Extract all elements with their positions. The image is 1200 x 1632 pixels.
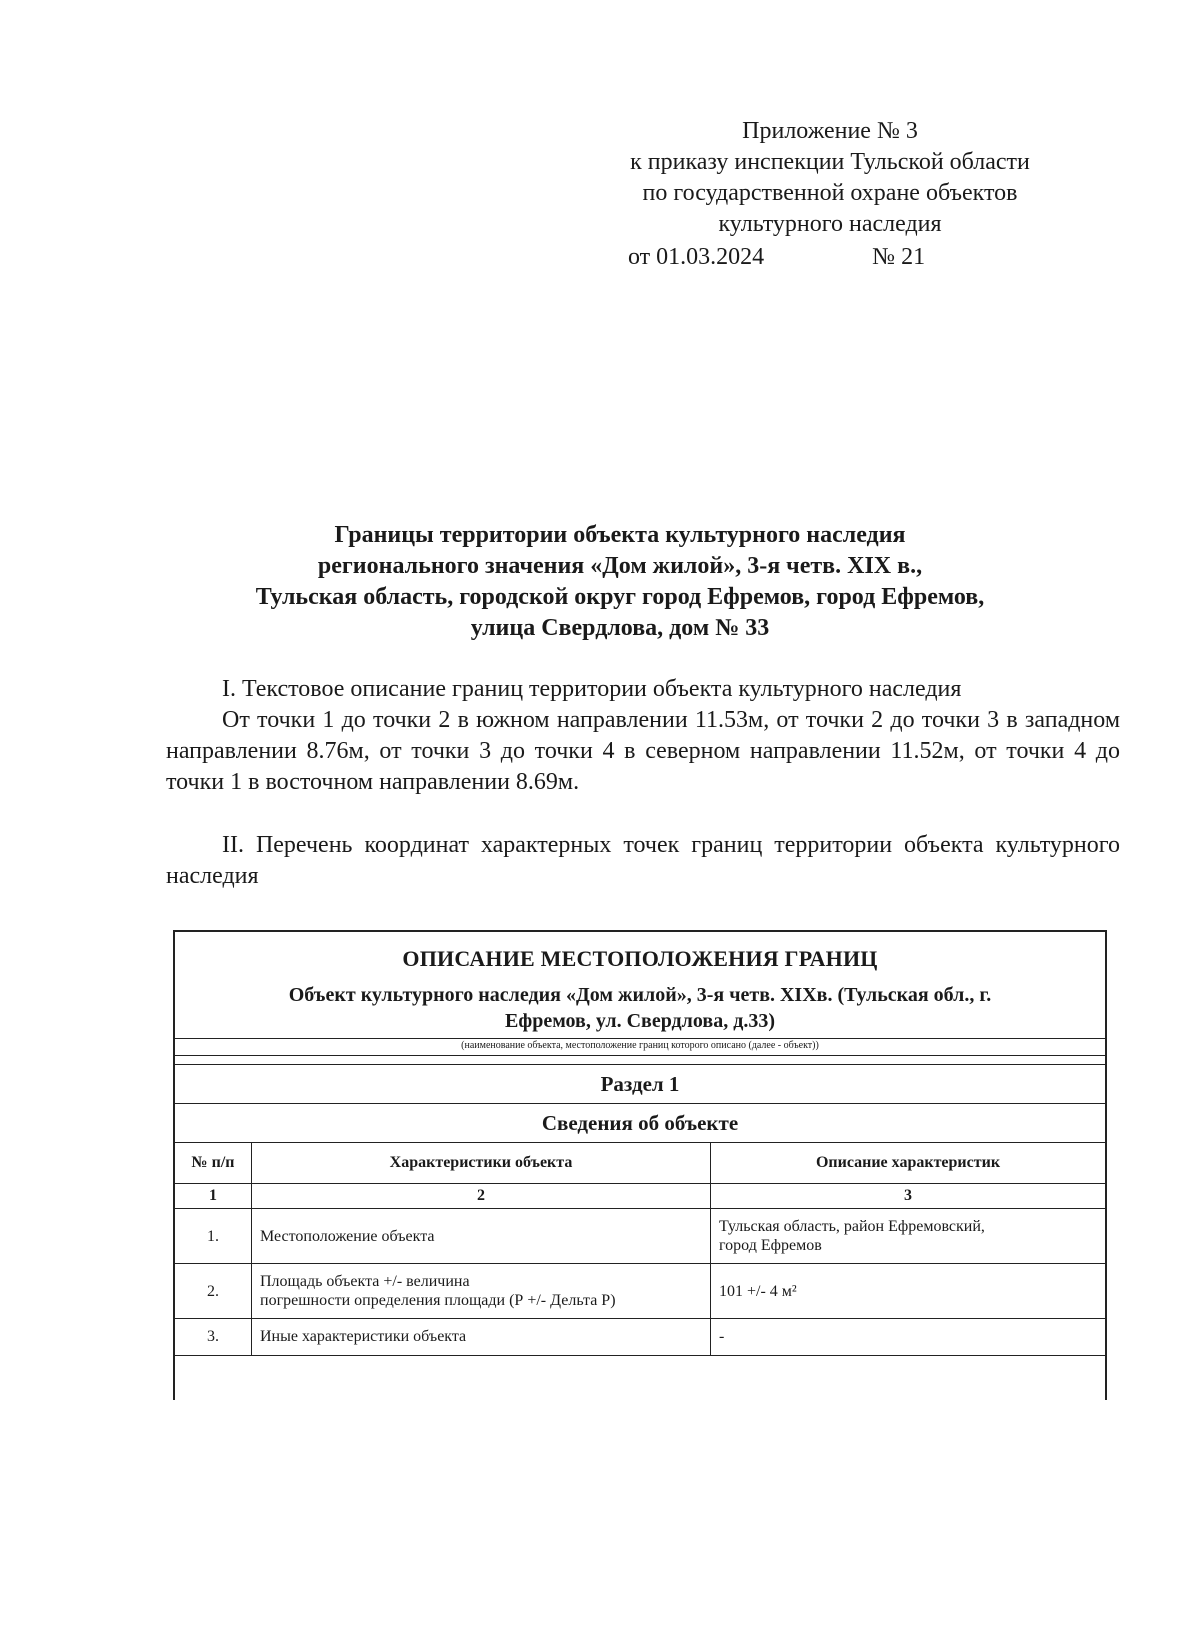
coordinates-list-section [166, 830, 1120, 892]
form-divider [175, 1056, 1105, 1065]
appendix-header [560, 116, 1100, 273]
document-title [160, 520, 1080, 644]
row-characteristic: Иные характеристики объекта [252, 1319, 711, 1356]
appendix-order-ref: к приказу инспекции Тульской области [630, 149, 1030, 175]
appendix-order-ref-end: культурного наследия [718, 211, 942, 237]
appendix-date-line [560, 242, 1100, 273]
form-object-note: (наименование объекта, местоположение границ которого описано (далее - объект)) [175, 1039, 1105, 1056]
form-subsection-title: Сведения об объекте [175, 1104, 1105, 1143]
header-description: Описание характеристик [711, 1143, 1106, 1184]
row-characteristic-line-2: погрешности определения площади (Р +/- Дельта Р) [260, 1292, 616, 1309]
column-number: 3 [711, 1184, 1106, 1209]
row-characteristic-line-1: Площадь объекта +/- величина [260, 1273, 470, 1290]
row-description-line-2: город Ефремов [719, 1237, 822, 1254]
row-number: 2. [175, 1264, 252, 1319]
title-line-3: Тульская область, городской округ город Ефремов, город Ефремов, [255, 584, 985, 610]
form-object-name [175, 972, 1105, 1039]
header-characteristic: Характеристики объекта [252, 1143, 711, 1184]
section-1-text: От точки 1 до точки 2 в южном направлении 11.53м, от точки 2 до точки 3 в западном направлении 8.76м, от точки 3 до точки 4 в северном направлении 11.52м, от точки 4 до точки 1 в восточном направлении 8.69м. [166, 707, 1120, 795]
column-number: 2 [252, 1184, 711, 1209]
section-1-heading: I. Текстовое описание границ территории объекта культурного наследия [222, 676, 962, 702]
table-header-row [175, 1143, 1105, 1184]
header-number: № п/п [175, 1143, 252, 1184]
form-section-title: Раздел 1 [175, 1065, 1105, 1104]
table-row [175, 1209, 1105, 1264]
appendix-number: Приложение № 3 [742, 118, 918, 144]
row-characteristic [252, 1264, 711, 1319]
column-number: 1 [175, 1184, 252, 1209]
table-row [175, 1319, 1105, 1356]
object-characteristics-table [175, 1143, 1105, 1356]
order-date: от 01.03.2024 [628, 244, 765, 270]
title-line-4: улица Свердлова, дом № 33 [470, 615, 770, 641]
row-characteristic: Местоположение объекта [252, 1209, 711, 1264]
row-number: 3. [175, 1319, 252, 1356]
row-description: 101 +/- 4 м² [711, 1264, 1106, 1319]
row-description [711, 1209, 1106, 1264]
form-object-line-1: Объект культурного наследия «Дом жилой», 3-я четв. XIXв. (Тульская обл., г. [288, 984, 992, 1006]
form-title: ОПИСАНИЕ МЕСТОПОЛОЖЕНИЯ ГРАНИЦ [402, 946, 878, 971]
order-number: № 21 [872, 244, 926, 270]
appendix-order-ref-cont: по государственной охране объектов [642, 180, 1018, 206]
row-description: - [711, 1319, 1106, 1356]
form-object-line-2: Ефремов, ул. Свердлова, д.33) [505, 1010, 775, 1032]
table-row [175, 1264, 1105, 1319]
boundary-description-form [173, 930, 1107, 1400]
text-description-section [166, 674, 1120, 798]
row-number: 1. [175, 1209, 252, 1264]
row-description-line-1: Тульская область, район Ефремовский, [719, 1218, 985, 1235]
title-line-1: Границы территории объекта культурного наследия [334, 522, 906, 548]
column-number-row [175, 1184, 1105, 1209]
title-line-2: регионального значения «Дом жилой», 3-я четв. XIX в., [317, 553, 923, 579]
section-2-heading: II. Перечень координат характерных точек границ территории объекта культурного наследия [166, 832, 1120, 889]
